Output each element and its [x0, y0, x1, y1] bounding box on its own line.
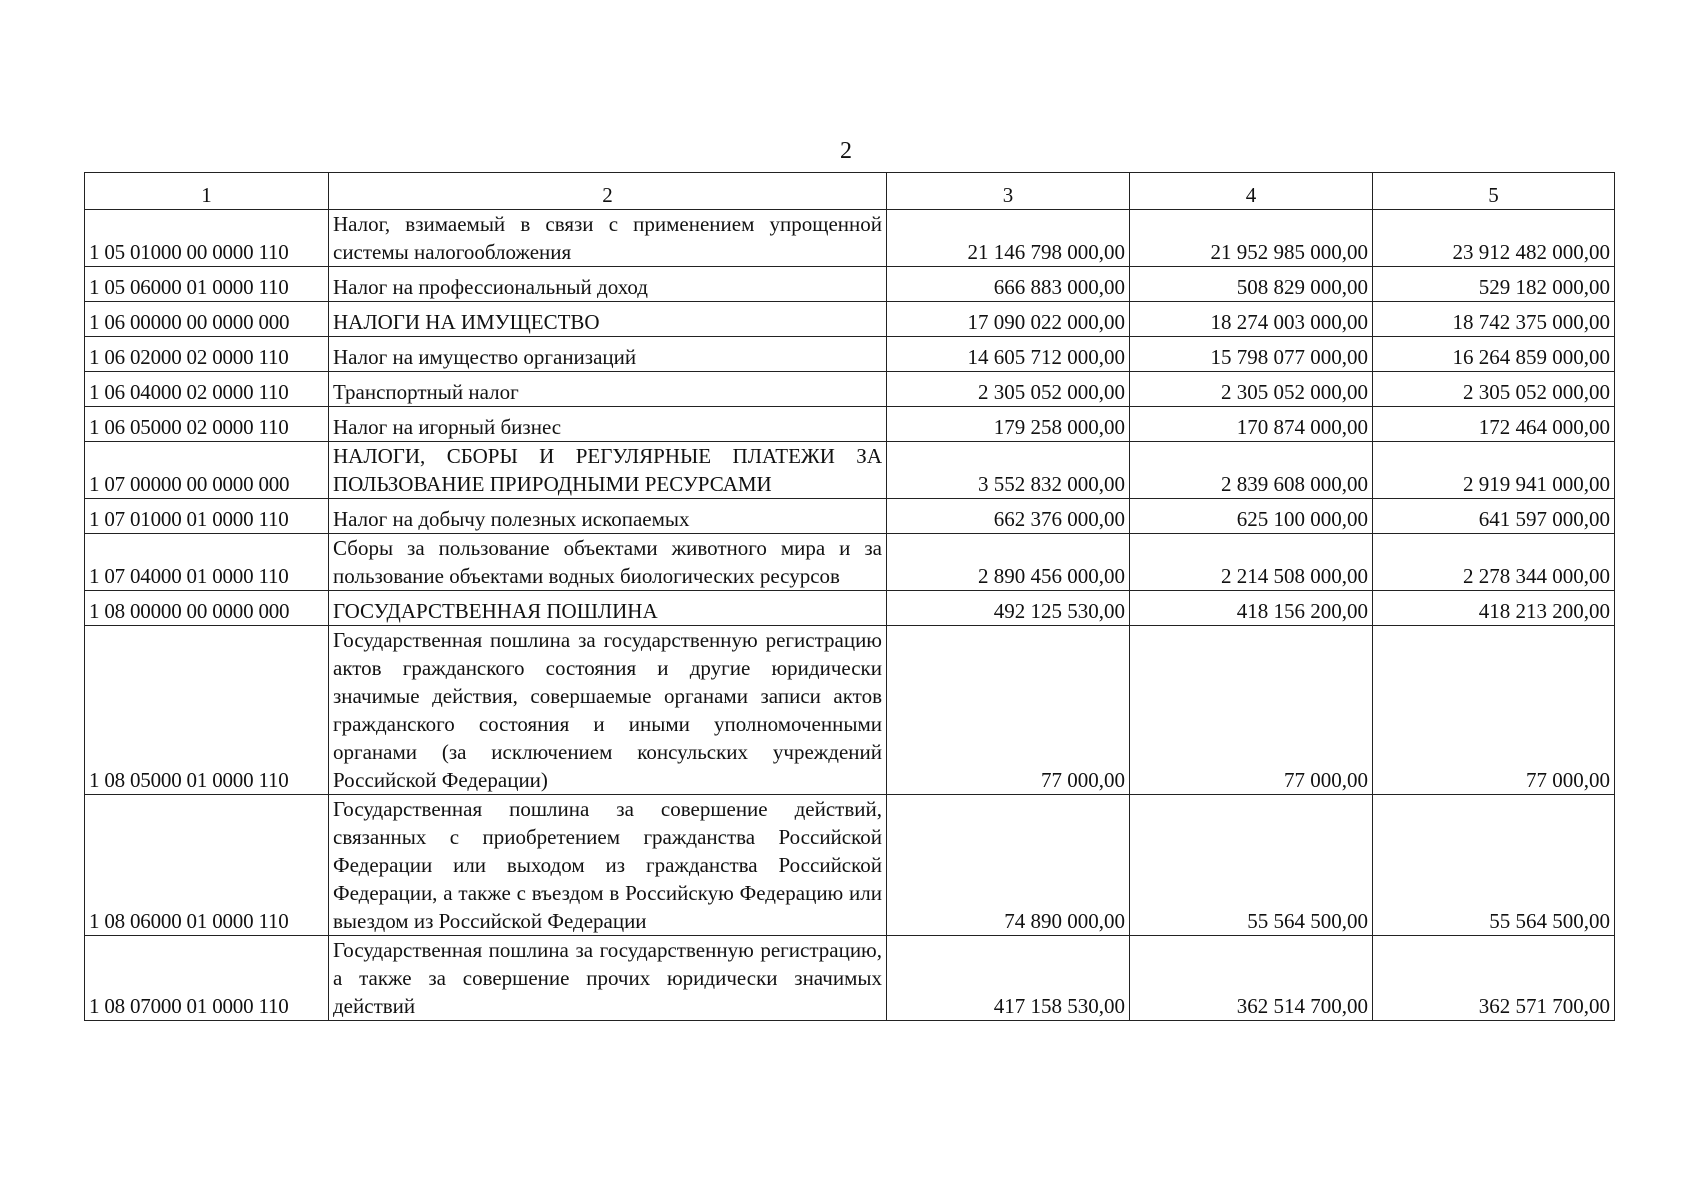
table-row: [85, 626, 1615, 795]
budget-code: 1 08 06000 01 0000 110: [85, 795, 329, 936]
item-name: Государственная пошлина за совершение действий, связанных с приобретением гражданства Российской Федерации или выходом из гражданства Российской Федерации, а также с въездом в Российскую Федерацию или выездом из Российской Федерации: [329, 795, 887, 936]
table-header-row: [85, 173, 1615, 210]
value-col-4: 55 564 500,00: [1130, 795, 1373, 936]
revenue-table: [84, 172, 1615, 1021]
value-col-3: 417 158 530,00: [887, 936, 1130, 1021]
budget-code: 1 06 05000 02 0000 110: [85, 407, 329, 442]
table-row: [85, 442, 1615, 499]
value-col-4: 18 274 003 000,00: [1130, 302, 1373, 337]
table-row: [85, 407, 1615, 442]
table-row: [85, 795, 1615, 936]
value-col-4: 625 100 000,00: [1130, 499, 1373, 534]
column-header-1: 1: [85, 173, 329, 210]
item-name: Налог на имущество организаций: [329, 337, 887, 372]
value-col-5: 77 000,00: [1373, 626, 1615, 795]
budget-code: 1 07 04000 01 0000 110: [85, 534, 329, 591]
column-header-3: 3: [887, 173, 1130, 210]
value-col-4: 2 214 508 000,00: [1130, 534, 1373, 591]
item-name: НАЛОГИ, СБОРЫ И РЕГУЛЯРНЫЕ ПЛАТЕЖИ ЗА ПОЛЬЗОВАНИЕ ПРИРОДНЫМИ РЕСУРСАМИ: [329, 442, 887, 499]
column-header-4: 4: [1130, 173, 1373, 210]
column-header-2: 2: [329, 173, 887, 210]
table-row: [85, 337, 1615, 372]
value-col-5: 23 912 482 000,00: [1373, 210, 1615, 267]
item-name: Транспортный налог: [329, 372, 887, 407]
budget-code: 1 08 07000 01 0000 110: [85, 936, 329, 1021]
value-col-3: 2 305 052 000,00: [887, 372, 1130, 407]
value-col-3: 179 258 000,00: [887, 407, 1130, 442]
value-col-4: 508 829 000,00: [1130, 267, 1373, 302]
table-row: [85, 302, 1615, 337]
item-name: Государственная пошлина за государственную регистрацию актов гражданского состояния и другие юридически значимые действия, совершаемые органами записи актов гражданского состояния и иными уполномоченными органами (за исключением консульских учреждений Российской Федерации): [329, 626, 887, 795]
value-col-5: 641 597 000,00: [1373, 499, 1615, 534]
value-col-5: 2 919 941 000,00: [1373, 442, 1615, 499]
value-col-3: 2 890 456 000,00: [887, 534, 1130, 591]
page-number: 2: [840, 138, 852, 164]
value-col-3: 3 552 832 000,00: [887, 442, 1130, 499]
value-col-4: 21 952 985 000,00: [1130, 210, 1373, 267]
budget-code: 1 06 00000 00 0000 000: [85, 302, 329, 337]
table-row: [85, 936, 1615, 1021]
value-col-4: 2 839 608 000,00: [1130, 442, 1373, 499]
budget-code: 1 06 04000 02 0000 110: [85, 372, 329, 407]
value-col-5: 2 305 052 000,00: [1373, 372, 1615, 407]
item-name: Налог, взимаемый в связи с применением упрощенной системы налогообложения: [329, 210, 887, 267]
value-col-3: 666 883 000,00: [887, 267, 1130, 302]
value-col-3: 14 605 712 000,00: [887, 337, 1130, 372]
budget-code: 1 07 01000 01 0000 110: [85, 499, 329, 534]
budget-code: 1 05 06000 01 0000 110: [85, 267, 329, 302]
value-col-3: 74 890 000,00: [887, 795, 1130, 936]
value-col-4: 77 000,00: [1130, 626, 1373, 795]
value-col-3: 17 090 022 000,00: [887, 302, 1130, 337]
value-col-4: 362 514 700,00: [1130, 936, 1373, 1021]
value-col-4: 418 156 200,00: [1130, 591, 1373, 626]
value-col-5: 362 571 700,00: [1373, 936, 1615, 1021]
item-name: ГОСУДАРСТВЕННАЯ ПОШЛИНА: [329, 591, 887, 626]
value-col-5: 529 182 000,00: [1373, 267, 1615, 302]
value-col-3: 662 376 000,00: [887, 499, 1130, 534]
budget-code: 1 08 05000 01 0000 110: [85, 626, 329, 795]
value-col-4: 2 305 052 000,00: [1130, 372, 1373, 407]
value-col-4: 15 798 077 000,00: [1130, 337, 1373, 372]
value-col-3: 492 125 530,00: [887, 591, 1130, 626]
value-col-5: 18 742 375 000,00: [1373, 302, 1615, 337]
value-col-5: 172 464 000,00: [1373, 407, 1615, 442]
budget-code: 1 08 00000 00 0000 000: [85, 591, 329, 626]
value-col-5: 55 564 500,00: [1373, 795, 1615, 936]
table-row: [85, 499, 1615, 534]
table-row: [85, 267, 1615, 302]
item-name: Сборы за пользование объектами животного мира и за пользование объектами водных биологических ресурсов: [329, 534, 887, 591]
item-name: Налог на профессиональный доход: [329, 267, 887, 302]
value-col-5: 16 264 859 000,00: [1373, 337, 1615, 372]
value-col-5: 418 213 200,00: [1373, 591, 1615, 626]
table-body: [85, 210, 1615, 1021]
value-col-5: 2 278 344 000,00: [1373, 534, 1615, 591]
item-name: Государственная пошлина за государственную регистрацию, а также за совершение прочих юридически значимых действий: [329, 936, 887, 1021]
value-col-3: 21 146 798 000,00: [887, 210, 1130, 267]
table-row: [85, 591, 1615, 626]
item-name: Налог на игорный бизнес: [329, 407, 887, 442]
table-row: [85, 372, 1615, 407]
budget-code: 1 05 01000 00 0000 110: [85, 210, 329, 267]
item-name: Налог на добычу полезных ископаемых: [329, 499, 887, 534]
item-name: НАЛОГИ НА ИМУЩЕСТВО: [329, 302, 887, 337]
table-row: [85, 210, 1615, 267]
table-row: [85, 534, 1615, 591]
budget-code: 1 07 00000 00 0000 000: [85, 442, 329, 499]
column-header-5: 5: [1373, 173, 1615, 210]
budget-code: 1 06 02000 02 0000 110: [85, 337, 329, 372]
value-col-4: 170 874 000,00: [1130, 407, 1373, 442]
value-col-3: 77 000,00: [887, 626, 1130, 795]
